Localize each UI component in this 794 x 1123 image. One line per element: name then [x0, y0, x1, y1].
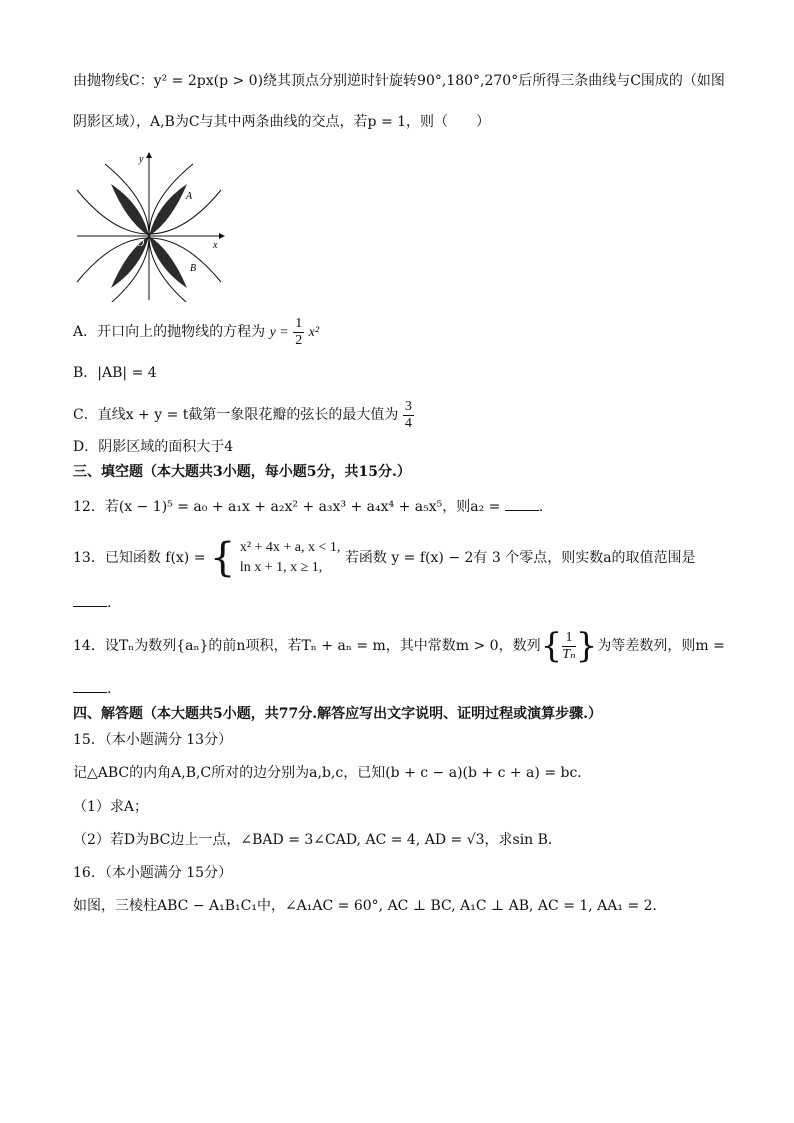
option-c-frac-num: 3	[404, 398, 412, 414]
option-a-lhs: y =	[269, 325, 289, 340]
option-a-frac-den: 2	[295, 332, 303, 348]
q13-cases	[240, 538, 341, 578]
q14	[73, 624, 725, 668]
q16-title: 16．（本小题满分 15分）	[73, 865, 233, 881]
x-label: x	[213, 240, 218, 251]
q15-title: 15．（本小题满分 13分）	[73, 732, 233, 748]
origin-label: O	[137, 238, 145, 249]
section3-heading: 三、填空题（本大题共3小题，每小题5分，共15分.）	[73, 464, 411, 480]
q11-figure	[73, 150, 225, 302]
q14-end: .	[107, 681, 112, 697]
q11-option-c	[73, 397, 414, 433]
option-a-frac-num: 1	[295, 315, 303, 331]
q14-frac-den: Tₙ	[562, 646, 576, 662]
q14-suffix: 为等差数列，则m =	[597, 638, 725, 654]
q12-text: 12．若(x − 1)⁵ = a₀ + a₁x + a₂x² + a₃x³ + a₄x⁴ + a₅x⁵，则a₂ =	[73, 499, 501, 515]
q15-stem: 记△ABC的内角A,B,C所对的边分别为a,b,c，已知(b + c − a)(b + c + a) = bc．	[73, 765, 592, 781]
q15-part2: （2）若D为BC边上一点，∠BAD = 3∠CAD, AC = 4, AD = √3，求sin B．	[73, 832, 562, 848]
y-label: y	[139, 154, 144, 165]
q13-suffix: 若函数 y = f(x) − 2有 3 个零点，则实数a的取值范围是	[344, 550, 696, 566]
q14-prefix: 14．设Tₙ为数列{aₙ}的前n项积，若Tₙ + aₙ = m，其中常数m > 0，数列	[73, 638, 541, 654]
option-c-frac-den: 4	[404, 415, 412, 431]
q11-stem-line1: 由抛物线C：y² = 2px(p > 0)绕其顶点分别逆时针旋转90°,180°,270°后所得三条曲线与C围成的（如图	[73, 73, 725, 89]
q12-end: .	[538, 499, 544, 515]
point-a-label: A	[186, 191, 193, 202]
option-a-fraction	[293, 316, 304, 349]
q11-option-d: D．阴影区域的面积大于4	[73, 439, 234, 455]
option-c-fraction	[403, 399, 414, 432]
option-a-text: A．开口向上的抛物线的方程为	[73, 324, 266, 340]
q15-part1: （1）求A；	[73, 799, 149, 815]
q14-answer-line	[73, 678, 111, 700]
q13-case1: x² + 4x + a, x < 1,	[239, 540, 341, 555]
q11-stem-line2: 阴影区域），A,B为C与其中两条曲线的交点，若p = 1，则（ ）	[73, 114, 491, 130]
q11-option-a	[73, 314, 319, 351]
q13-answer-blank[interactable]	[73, 592, 107, 607]
y-axis-arrow	[146, 152, 152, 158]
q14-frac-num: 1	[562, 630, 575, 647]
q14-brace-close: }	[575, 626, 598, 666]
x-axis-arrow	[219, 233, 225, 239]
q13-case2: ln x + 1, x ≥ 1,	[239, 560, 323, 575]
q14-answer-blank[interactable]	[73, 678, 107, 693]
q13-end: .	[107, 595, 112, 611]
option-a-tail: x²	[308, 325, 320, 340]
q12	[73, 496, 543, 518]
q13	[73, 536, 696, 580]
q13-answer-line	[73, 592, 111, 614]
q14-fraction	[562, 630, 575, 663]
point-b-label: B	[190, 263, 197, 274]
q14-brace-open: {	[540, 626, 563, 666]
q12-answer-blank[interactable]	[505, 496, 539, 511]
option-c-text: C．直线x + y = t截第一象限花瓣的弦长的最大值为	[73, 407, 399, 423]
q13-brace: {	[209, 535, 236, 581]
q13-prefix: 13．已知函数 f(x) =	[73, 550, 206, 566]
parabola-flower-diagram	[73, 150, 225, 302]
q16-stem: 如图，三棱柱ABC − A₁B₁C₁中，∠A₁AC = 60°, AC ⊥ BC, A₁C ⊥ AB, AC = 1, AA₁ = 2．	[73, 898, 667, 914]
q11-option-b: B．|AB| = 4	[73, 365, 157, 381]
section4-heading: 四、解答题（本大题共5小题，共77分.解答应写出文字说明、证明过程或演算步骤.）	[73, 706, 602, 722]
